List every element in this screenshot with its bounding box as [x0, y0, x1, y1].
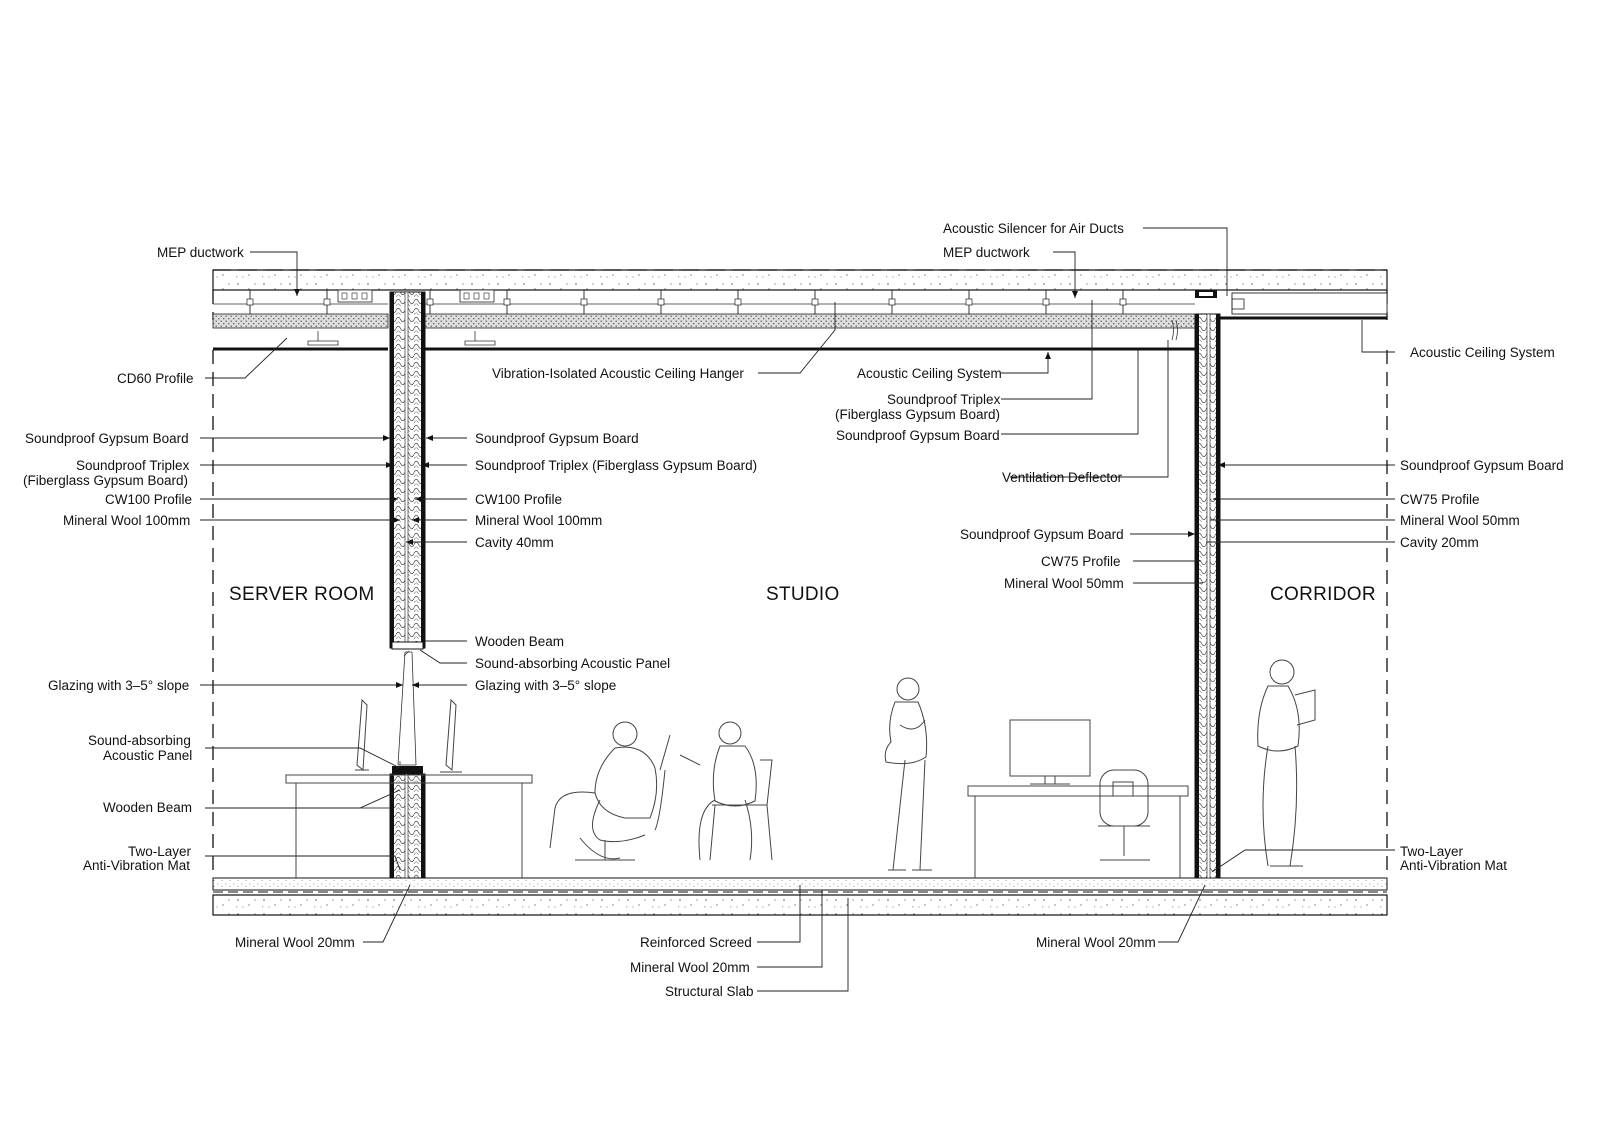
ceiling-hanger-clip [247, 299, 253, 305]
ceiling-hanger-clip [504, 299, 510, 305]
label-right-mat-1: Two-Layer [1400, 844, 1464, 859]
acoustic-silencer [1195, 290, 1217, 298]
studio-standing-figure [885, 678, 932, 870]
label-bottom-screed: Reinforced Screed [640, 935, 752, 950]
label-mid-wool100: Mineral Wool 100mm [475, 513, 603, 528]
label-right-gypsum: Soundproof Gypsum Board [1400, 458, 1564, 473]
label-left-mat-2: Anti-Vibration Mat [83, 858, 191, 873]
label-bottom-wool20-mid: Mineral Wool 20mm [630, 960, 750, 975]
label-acoustic-silencer: Acoustic Silencer for Air Ducts [943, 221, 1124, 236]
label-mid-cavity40: Cavity 40mm [475, 535, 554, 550]
ceiling-hanger-clip [1120, 299, 1126, 305]
label-mep-ductwork-right: MEP ductwork [943, 245, 1030, 260]
server-room-monitors [355, 700, 462, 772]
label-mid-glazing: Glazing with 3–5° slope [475, 678, 617, 693]
label-mep-ductwork-left: MEP ductwork [157, 245, 244, 260]
label-ventilation-deflector: Ventilation Deflector [1002, 470, 1123, 485]
label-bottom-wool20-left: Mineral Wool 20mm [235, 935, 355, 950]
label-right-cw75: CW75 Profile [1400, 492, 1480, 507]
studio-office-chair [1098, 770, 1150, 860]
studio-desk [968, 720, 1188, 878]
studio-seated-figures [550, 722, 772, 860]
room-label-studio: STUDIO [766, 584, 840, 605]
mep-duct-left [338, 290, 372, 302]
label-ceiling-gypsum: Soundproof Gypsum Board [836, 428, 1000, 443]
ceiling-hangers [247, 290, 1126, 314]
ceiling-hanger-clip [324, 299, 330, 305]
label-left-triplex-2: (Fiberglass Gypsum Board) [23, 473, 189, 488]
corridor-partition [1195, 314, 1220, 878]
suspended-ceiling-band [213, 304, 1195, 349]
label-mid-triplex: Soundproof Triplex (Fiberglass Gypsum Board) [475, 458, 758, 473]
ceiling-hanger-clip [658, 299, 664, 305]
label-bottom-slab: Structural Slab [665, 984, 754, 999]
label-left-gypsum: Soundproof Gypsum Board [25, 431, 189, 446]
label-right-cavity20: Cavity 20mm [1400, 535, 1479, 550]
server-room-partition-upper [390, 292, 425, 649]
ceiling-hanger-clip [581, 299, 587, 305]
label-vibration-hanger: Vibration-Isolated Acoustic Ceiling Hanger [492, 366, 744, 381]
label-ceiling-triplex-2: (Fiberglass Gypsum Board) [835, 407, 1001, 422]
label-left-wooden-beam: Wooden Beam [103, 800, 193, 815]
label-mid-sound-panel: Sound-absorbing Acoustic Panel [475, 656, 671, 671]
label-bottom-wool20-right: Mineral Wool 20mm [1036, 935, 1156, 950]
ceiling-hanger-clip [889, 299, 895, 305]
label-left-sound-panel-1: Sound-absorbing [88, 733, 191, 748]
room-label-server: SERVER ROOM [229, 584, 375, 605]
room-label-corridor: CORRIDOR [1270, 584, 1376, 605]
glazing-panel [398, 651, 416, 765]
label-right-wool50: Mineral Wool 50mm [1400, 513, 1520, 528]
label-rw-wool50-inner: Mineral Wool 50mm [1004, 576, 1124, 591]
ceiling-hanger-clip [1043, 299, 1049, 305]
label-mid-wooden-beam: Wooden Beam [475, 634, 565, 649]
label-cd60-profile: CD60 Profile [117, 371, 194, 386]
label-rw-cw75-inner: CW75 Profile [1041, 554, 1121, 569]
label-acoustic-ceiling-system-right: Acoustic Ceiling System [1410, 345, 1555, 360]
label-acoustic-ceiling-system: Acoustic Ceiling System [857, 366, 1002, 381]
corridor-duct [1220, 293, 1387, 318]
label-left-cw100: CW100 Profile [105, 492, 193, 507]
label-ceiling-triplex-1: Soundproof Triplex [887, 392, 1001, 407]
label-right-mat-2: Anti-Vibration Mat [1400, 858, 1508, 873]
ceiling-hanger-clip [966, 299, 972, 305]
label-left-glazing: Glazing with 3–5° slope [48, 678, 190, 693]
ceiling-structural-slab [213, 270, 1387, 290]
ceiling-hanger-clip [427, 299, 433, 305]
corridor-figure [1258, 660, 1315, 866]
label-left-triplex-1: Soundproof Triplex [76, 458, 190, 473]
label-left-mat-1: Two-Layer [128, 844, 192, 859]
label-left-wool100: Mineral Wool 100mm [63, 513, 191, 528]
ceiling-hanger-clip [812, 299, 818, 305]
label-rw-gypsum-inner: Soundproof Gypsum Board [960, 527, 1124, 542]
ceiling-hanger-clip [735, 299, 741, 305]
label-mid-cw100: CW100 Profile [475, 492, 563, 507]
label-mid-gypsum: Soundproof Gypsum Board [475, 431, 639, 446]
mep-duct-mid [460, 290, 494, 302]
label-left-sound-panel-2: Acoustic Panel [103, 748, 193, 763]
